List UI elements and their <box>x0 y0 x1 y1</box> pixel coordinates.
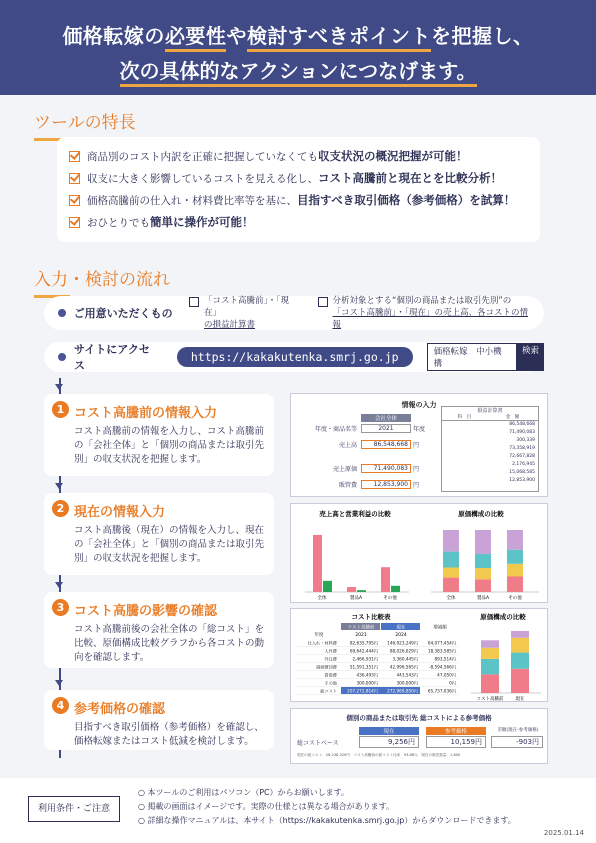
bar <box>313 535 322 592</box>
tick-label: 現在 <box>515 697 525 702</box>
table-cell: 減価償却費 <box>316 664 337 670</box>
step-body: 目指すべき取引価格（参考価格）を確認し、価格転嫁またはコスト低減を検討します。 <box>74 722 264 747</box>
issue-date: 2025.01.14 <box>543 829 584 837</box>
step-number: 3 <box>52 599 69 616</box>
hero-line-2 <box>0 55 596 84</box>
access-row <box>44 342 544 372</box>
bar <box>357 590 366 592</box>
hero-text: や <box>226 24 247 48</box>
bar <box>347 587 356 592</box>
table-title: コスト比較表 <box>351 613 391 621</box>
table-cell: 42,996,565円 <box>389 664 418 670</box>
step-title: 現在の情報入力 <box>74 505 166 520</box>
table-cell: 443,543円 <box>396 672 418 678</box>
table-cell: 146,923,249円 <box>387 640 418 646</box>
current-price: 9,256円 <box>359 736 419 748</box>
screenshot-cost-table <box>290 608 548 702</box>
table-cell: 賃借費 <box>324 672 337 678</box>
feature-item: 価格高騰前の仕入れ・材料費比率等を基に、 目指すべき取引価格（参考価格）を試算！ <box>69 189 528 211</box>
ref-head: 参考価格 <box>426 727 486 735</box>
search-button: 検索 <box>517 343 544 371</box>
current-head: 現在 <box>359 727 419 735</box>
checkbox-icon <box>69 217 80 228</box>
flow-title: 入力・検討の流れ <box>34 265 170 298</box>
hero-text: 価格転嫁の <box>62 24 165 48</box>
bar <box>323 581 332 592</box>
stack-segment <box>475 579 491 592</box>
table-cell: 18,383,585円 <box>427 648 456 654</box>
step-title: コスト高騰の影響の確認 <box>74 604 218 619</box>
step-title: コスト高騰前の情報入力 <box>74 406 218 421</box>
hero-text: を把握し、 <box>431 24 534 48</box>
table-cell: 82,635,795円 <box>349 640 378 646</box>
prep-item-sales: 分析対象とする“個別の商品または取引先別”の 「コスト高騰前」・「現在」の売上高、各コストの情報 <box>318 295 529 331</box>
chart-title: 売上高と営業利益の比較 <box>319 510 391 518</box>
table-head-text: 現在 <box>396 625 406 631</box>
ref-note: 現在の総コスト：26,238,329円 コスト高騰前の総コスト比率：93.88％ 現在の販売数量：1,800 <box>297 753 461 757</box>
prep-item-pl: 「コスト高騰前」・「現在」 の損益計算書 <box>189 295 301 331</box>
table-cell: 65,737,036円 <box>427 688 456 694</box>
table-cell: 47,050円 <box>437 672 456 678</box>
form-row: 年度・商品名等 2021 年度 <box>314 425 426 433</box>
stack-segment <box>511 669 529 693</box>
table-cell: 64,077,454円 <box>427 640 456 646</box>
chart-title: 原価構成の比較 <box>458 510 504 518</box>
feature-item: 商品別のコスト内訳を正確に把握していなくても 収支状況の概況把握が可能！ <box>69 145 528 167</box>
table-cell: 2,466,931円 <box>352 656 378 662</box>
table-year: 2024 <box>395 633 407 638</box>
form-row: 販管費 12,853,900 円 <box>338 480 420 489</box>
stack-segment <box>443 567 459 577</box>
hero-text-underlined: 次の具体的な <box>120 59 240 87</box>
feature-item: おひとりでも 簡単に操作が可能！ <box>69 211 528 233</box>
table-cell: 893,514円 <box>434 656 456 662</box>
features-card <box>57 137 540 242</box>
bullet-dot-icon <box>58 353 66 361</box>
arrow-down-icon <box>55 483 63 489</box>
footer-notes: ○ 本ツールのご利用はパソコン（PC）からお願いします。 ○ 掲載の画面はイメージです。実際の仕様とは異なる場合があります。 ○ 詳細な操作マニュアルは、本サイト（https://kakakutenka.smrj.go.jp）からダウンロードできます。 <box>138 788 516 825</box>
site-url-link[interactable]: https://kakakutenka.smrj.go.jp <box>177 347 413 367</box>
step-number: 4 <box>52 697 69 714</box>
tick-label: その他 <box>383 596 397 601</box>
stack-segment <box>511 631 529 638</box>
form-head: 会社全体 <box>361 414 411 422</box>
stack-segment <box>481 674 499 693</box>
stack-segment <box>481 659 499 675</box>
access-label: サイトにアクセス <box>74 343 150 372</box>
table-cell: 69,642,444円 <box>349 648 378 654</box>
step-3-card <box>44 592 274 668</box>
form-row: 売上高 86,548,668 円 <box>338 440 420 449</box>
footer <box>0 778 596 843</box>
stack-segment <box>475 530 491 554</box>
checkbox-icon <box>69 151 80 162</box>
hero-text-underlined: 検討すべきポイント <box>247 24 431 52</box>
hero-text-underlined: 必要性 <box>165 24 227 52</box>
features-title: ツールの特長 <box>34 108 136 141</box>
bar <box>381 567 390 592</box>
screenshot-input <box>290 393 548 497</box>
tick-label: 製品A <box>349 596 363 601</box>
ref-title: 個別の商品または取引先 総コストによる参考価格 <box>346 714 492 722</box>
table-cell: 3,360,445円 <box>392 656 418 662</box>
diff-head: 差額(現在-参考価格) <box>497 728 539 733</box>
stack-segment <box>443 578 459 592</box>
ref-row-label: 総コストベース <box>297 740 339 747</box>
search-query: 価格転嫁 中小機構 <box>427 343 517 371</box>
terms-label: 利用条件・ご注意 <box>28 796 120 822</box>
tick-label: その他 <box>508 596 522 601</box>
table-cell: その他 <box>324 680 337 686</box>
chart-title: 原価構成の比較 <box>480 613 526 621</box>
table-cell: 300,000円 <box>396 680 418 686</box>
table-cell: 仕入れ・材料費 <box>307 640 337 646</box>
screenshot-ref-price <box>290 708 548 764</box>
feature-item: 収支に大きく影響しているコストを見える化し、 コスト高騰前と現在とを比較分析！ <box>69 167 528 189</box>
tick-label: 製品A <box>476 596 490 601</box>
comparison-charts <box>291 504 549 604</box>
table-cell: 207,272,814円 <box>347 688 378 694</box>
table-year: 2021 <box>355 633 367 638</box>
stack-segment <box>481 648 499 659</box>
table-cell: 外注費 <box>324 656 337 662</box>
stack-segment <box>511 638 529 653</box>
checkbox-icon <box>189 297 199 307</box>
pl-statement: 損益計算書 科 目 金 額 86,548,668 71,490,083 300,339 73,358,919 72,667,828 2,176,945 15,068,585 12,853,900 <box>441 406 539 492</box>
table-head-text: コスト高騰前 <box>347 625 375 631</box>
ref-price: 10,159円 <box>426 736 486 748</box>
step-2-card <box>44 493 274 575</box>
hero-banner <box>0 0 596 95</box>
arrow-down-icon <box>55 582 63 588</box>
table-cell: 272,969,850円 <box>387 688 418 694</box>
table-cell: 88,026,029円 <box>389 648 418 654</box>
stack-segment <box>511 653 529 669</box>
table-cell: -8,594,566円 <box>428 664 456 670</box>
tick-label: コスト高騰前 <box>476 697 504 702</box>
table-cell: 436,493円 <box>356 672 378 678</box>
table-head-text: 増減額 <box>433 625 447 631</box>
table-year: 年度 <box>314 633 324 638</box>
search-box <box>427 343 544 371</box>
arrow-down-icon <box>55 384 63 390</box>
shot-title: 情報の入力 <box>401 401 437 409</box>
step-body: コスト高騰前後の会社全体の「総コスト」を比較、原価構成比較グラフから各コストの動向を確認します。 <box>74 624 265 663</box>
checkbox-icon <box>69 195 80 206</box>
stack-segment <box>507 530 523 550</box>
checkbox-icon <box>318 297 328 307</box>
stack-segment <box>443 530 459 552</box>
cost-table-chart <box>291 609 549 703</box>
step-1-card <box>44 394 274 476</box>
diff-price: -903円 <box>491 736 543 748</box>
stack-segment <box>475 554 491 568</box>
tick-label: 全体 <box>317 596 327 601</box>
step-body: コスト高騰前の情報を入力し、コスト高騰前の「会社全体」と「個別の商品または取引先別」の収支状況を把握します。 <box>74 426 265 465</box>
step-title: 参考価格の確認 <box>74 702 166 717</box>
screenshot-charts <box>290 503 548 603</box>
checkbox-icon <box>69 173 80 184</box>
stack-segment <box>507 564 523 577</box>
hero-text-underlined: アクション <box>240 59 339 87</box>
form-row: 売上原価 71,490,083 円 <box>332 464 420 473</box>
table-cell: 300,000円 <box>356 680 378 686</box>
step-number: 2 <box>52 500 69 517</box>
step-body: コスト高騰後（現在）の情報を入力し、現在の「会社全体」と「個別の商品または取引先別」の収支状況を把握します。 <box>74 525 265 564</box>
table-cell: 総コスト <box>320 688 337 694</box>
prep-row <box>44 296 544 330</box>
table-cell: 0円 <box>449 680 456 686</box>
input-form <box>303 414 433 491</box>
step-4-card <box>44 690 274 750</box>
hero-line-1 <box>0 20 596 49</box>
bar <box>391 586 400 592</box>
stack-segment <box>443 552 459 568</box>
table-cell: 人件費 <box>324 648 337 654</box>
stack-segment <box>475 568 491 579</box>
stack-segment <box>507 550 523 564</box>
stack-segment <box>507 577 523 593</box>
bullet-dot-icon <box>58 309 66 317</box>
hero-text-underlined: につなげます。 <box>339 59 477 87</box>
stack-segment <box>481 640 499 647</box>
arrow-down-icon <box>55 680 63 686</box>
prep-label: ご用意いただくもの <box>73 307 173 320</box>
tick-label: 全体 <box>446 596 456 601</box>
table-cell: 51,591,351円 <box>349 664 378 670</box>
step-number: 1 <box>52 401 69 418</box>
